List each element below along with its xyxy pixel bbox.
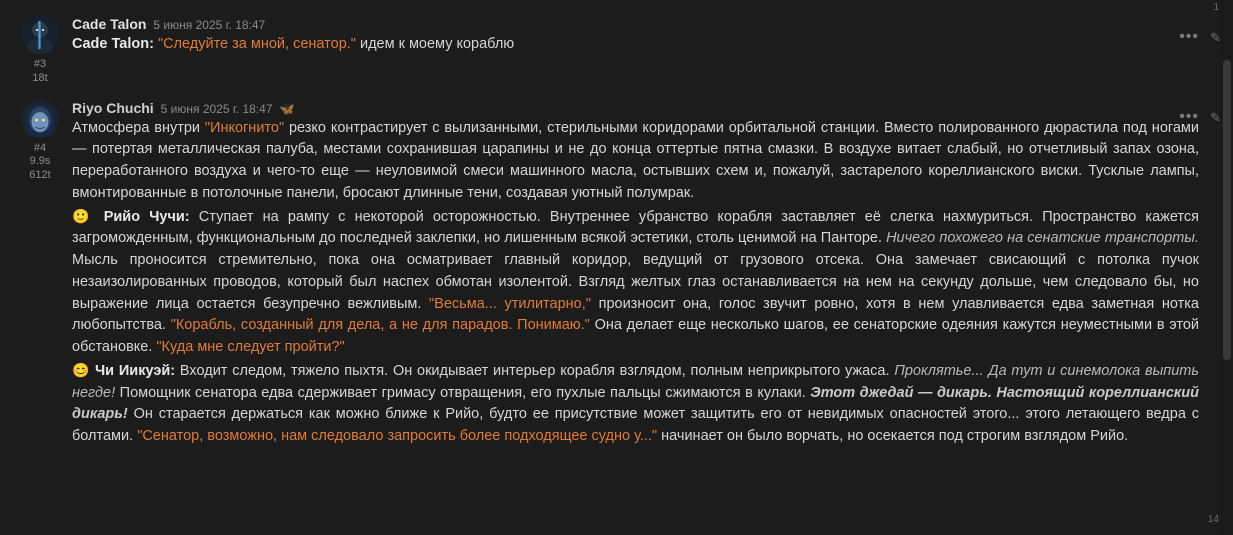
text-span-quote: "Следуйте за мной, сенатор." [157, 36, 356, 52]
message-index: #4 [33, 141, 47, 154]
message-paragraph [72, 206, 1199, 359]
message-timestamp: 5 июня 2025 г. 18:47 [153, 18, 266, 32]
text-span-emoji: 😊 [72, 361, 91, 378]
message-duration: 9.9s [29, 155, 51, 168]
text-span-plain: Ступает на рампу с некоторой осторожностью. Внутреннее убранство корабля заставляет её слегка нахмуриться. Пространство кажется загроможденным, функциональным до последней заклепки, но лишенным всякой эстетики, столь ценимой на Панторе. [72, 208, 1200, 247]
message-author: Riyo Chuchi [72, 99, 154, 116]
riyo-chuchi-avatar[interactable] [21, 100, 59, 138]
message-meta [32, 58, 47, 86]
message-body [66, 100, 1203, 449]
text-span-speaker: Чи Иикуэй: [90, 362, 176, 379]
text-span-emoji: 🙂 [72, 207, 95, 224]
message-header [72, 100, 1203, 116]
message-paragraph [72, 360, 1199, 448]
text-span-plain: Она делает еще несколько шагов, ее сенаторские одеяния кажутся неуместными в этой обстановке. [72, 317, 1199, 355]
message-index: #3 [33, 58, 47, 70]
message-gutter [14, 16, 66, 86]
message-item [0, 90, 1233, 453]
top-counter: 1 [1213, 2, 1219, 13]
message-paragraph [72, 118, 1199, 205]
message-options-button[interactable]: ••• [1179, 28, 1199, 45]
text-span-italic: Проклятье... Да тут и синемолока выпить негде! [72, 362, 1199, 401]
text-span-quote: "Корабль, созданный для дела, а не для парадов. Понимаю." [170, 317, 590, 334]
message-content [72, 118, 1203, 448]
message-tokens: 612t [29, 169, 51, 181]
cade-talon-avatar[interactable] [21, 16, 59, 54]
text-span-italic-b: Этот джедай — дикарь. Настоящий кореллианский дикарь! [72, 384, 1199, 423]
text-span-plain: идем к моему кораблю [355, 36, 515, 52]
message-options-button[interactable]: ••• [1179, 107, 1199, 125]
text-span-italic: Ничего похожего на сенатские транспорты. [886, 230, 1199, 247]
message-tokens: 18t [32, 71, 48, 84]
text-span-quote: "Куда мне следует пройти?" [156, 339, 345, 355]
text-span-plain: резко контрастирует с вылизанными, стерильными коридорами орбитальной станции. Вместо полированного дюрастила под ногами — потертая металлическая палуба, местами сохранившая царапины и не до конца оттертые пятна смазки. В воздухе витает слабый, но отчетливый запах озона, переработанного воздуха и чего-то еще — неуловимой смеси машинного масла, остывших схем и, пожалуй, застарелого кореллианского виски. Тусклые лампы, вмонтированные в потолочные панели, бросают длинные тени, создавая уютный полумрак. [72, 119, 1199, 201]
text-span-plain: начинает он было ворчать, но осекается под строгим взглядом Рийо. [657, 428, 1129, 444]
text-span-speaker: Рийо Чучи: [94, 208, 190, 225]
text-span-quote: "Весьма... утилитарно," [429, 295, 591, 312]
text-span-speaker: Cade Talon: [72, 36, 158, 52]
message-paragraph [72, 34, 1199, 56]
text-span-quote: "Сенатор, возможно, нам следовало запросить более подходящее судно у..." [137, 428, 658, 444]
text-span-plain: произносит она, голос звучит ровно, хотя в нем улавливается едва заметная нотка любопытства. [72, 295, 1199, 334]
bottom-counter: 14 [1207, 514, 1219, 525]
message-header [72, 16, 1203, 32]
vertical-scrollbar[interactable] [1221, 0, 1233, 535]
message-item [0, 0, 1233, 90]
message-body [66, 16, 1203, 86]
message-meta [29, 142, 50, 183]
edit-message-icon[interactable]: ✎ [1210, 30, 1221, 45]
text-span-plain: Атмосфера внутри [72, 119, 205, 136]
text-span-plain: Входит следом, тяжело пыхтя. Он окидывает интерьер корабля взглядом, полным неприкрытого ужаса. [175, 362, 895, 379]
message-gutter [14, 100, 66, 449]
butterfly-icon: 🦋 [279, 101, 295, 116]
scrollbar-thumb[interactable] [1223, 60, 1231, 360]
text-span-plain: Мысль проносится стремительно, пока она осматривает главный коридор, ведущий от грузового отсека. Она замечает свисающий с потолка пучок незаизолированных проводов, который был наспех обмотан изолентой. Взгляд желтых глаз останавливается на нем на секунду дольше, чем следовало бы, но выражение лица остается безупречно вежливым. [72, 252, 1199, 312]
text-span-plain: Он старается держаться как можно ближе к Рийо, будто ее присутствие может защитить его от невидимых опасностей этого... этого летающего ведра с болтами. [72, 406, 1199, 444]
message-content [72, 34, 1203, 56]
edit-message-icon[interactable]: ✎ [1210, 109, 1221, 125]
text-span-quote: "Инкогнито" [204, 119, 285, 136]
message-author: Cade Talon [72, 16, 147, 32]
message-timestamp: 5 июня 2025 г. 18:47 [160, 101, 273, 116]
text-span-plain: Помощник сенатора едва сдерживает гримасу отвращения, его пухлые пальцы сжимаются в кулаки. [115, 384, 811, 401]
